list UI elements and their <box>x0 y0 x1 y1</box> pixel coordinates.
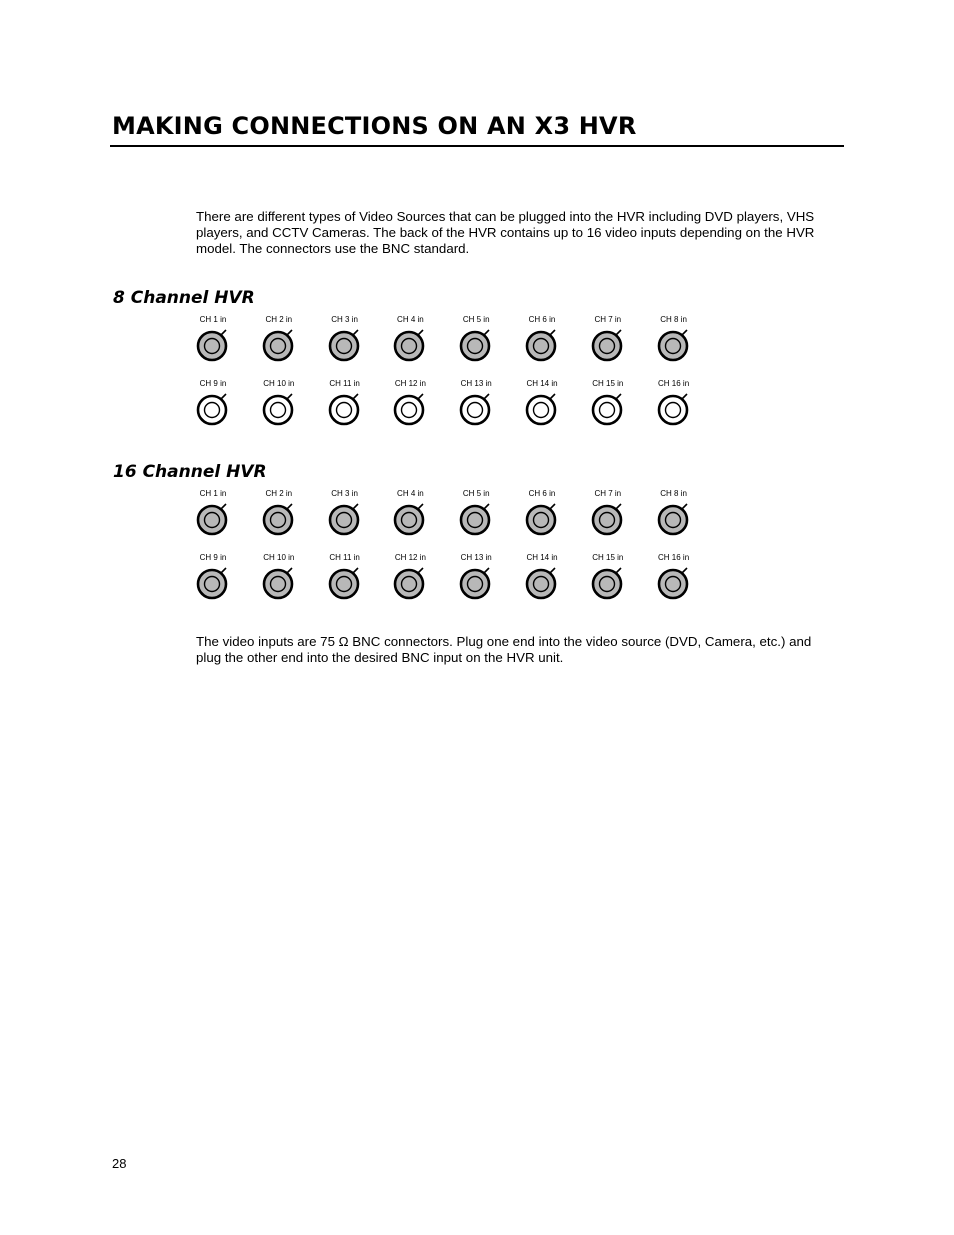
connector-label: CH 9 in <box>199 379 227 388</box>
connector-label: CH 1 in <box>199 315 227 324</box>
bnc-connector-icon <box>261 501 297 537</box>
connector-label: CH 3 in <box>331 489 358 498</box>
bnc-connector-icon <box>327 391 363 427</box>
connector-port <box>259 553 299 613</box>
connector-label: CH 3 in <box>331 315 358 324</box>
connector-label: CH 16 in <box>658 379 690 388</box>
bnc-connector-icon <box>195 391 231 427</box>
connector-port <box>654 379 694 439</box>
connector-label: CH 12 in <box>394 553 426 562</box>
connector-label: CH 10 in <box>263 379 295 388</box>
bnc-connector-icon <box>524 391 560 427</box>
connector-label: CH 13 in <box>460 379 492 388</box>
bnc-connector-icon <box>392 391 428 427</box>
connector-port <box>456 315 496 375</box>
connector-label: CH 15 in <box>592 553 624 562</box>
connector-port <box>193 489 233 549</box>
bnc-connector-icon <box>656 501 692 537</box>
bnc-connector-icon <box>524 565 560 601</box>
connector-port <box>193 553 233 613</box>
intro-paragraph: There are different types of Video Sources that can be plugged into the HVR including DVD players, VHS players, and CCTV Cameras. The back of the HVR contains up to 16 video inputs depending on the HVR model. The connectors use the BNC standard. <box>196 209 815 256</box>
bnc-connector-icon <box>458 501 494 537</box>
bnc-connector-icon <box>590 565 626 601</box>
connector-port <box>456 489 496 549</box>
connector-port <box>522 553 562 613</box>
connector-port <box>259 379 299 439</box>
bnc-connector-icon <box>327 327 363 363</box>
connector-label: CH 16 in <box>658 553 690 562</box>
connector-port <box>522 489 562 549</box>
connector-port <box>456 379 496 439</box>
connector-port <box>390 379 430 439</box>
connector-port <box>259 315 299 375</box>
connector-label: CH 15 in <box>592 379 624 388</box>
page-number: 28 <box>112 1156 127 1171</box>
connector-port <box>193 315 233 375</box>
bnc-connector-icon <box>656 327 692 363</box>
connector-label: CH 4 in <box>397 489 424 498</box>
bnc-connector-icon <box>458 327 494 363</box>
section-heading-16-channel: 16 Channel HVR <box>113 462 267 482</box>
bnc-connector-icon <box>524 327 560 363</box>
connector-label: CH 11 in <box>329 553 360 562</box>
connector-port <box>325 489 365 549</box>
connector-label: CH 7 in <box>594 489 622 498</box>
connector-label: CH 6 in <box>528 315 556 324</box>
connection-note: The video inputs are 75 Ω BNC connectors. Plug one end into the video source (DVD, Camera, etc.) and plug the other end into the desired BNC input on the HVR unit. <box>196 634 812 665</box>
connector-label: CH 2 in <box>265 489 293 498</box>
connector-port <box>588 315 628 375</box>
connector-port <box>390 315 430 375</box>
connector-port <box>456 553 496 613</box>
connector-label: CH 1 in <box>199 489 227 498</box>
connector-label: CH 8 in <box>660 489 687 498</box>
connector-port <box>654 489 694 549</box>
connector-label: CH 11 in <box>329 379 360 388</box>
connector-port <box>654 315 694 375</box>
connector-label: CH 7 in <box>594 315 622 324</box>
connector-port <box>588 489 628 549</box>
connector-label: CH 8 in <box>660 315 687 324</box>
connector-port <box>588 553 628 613</box>
bnc-connector-icon <box>261 391 297 427</box>
connector-port <box>325 379 365 439</box>
connector-port <box>522 379 562 439</box>
connector-port <box>325 315 365 375</box>
bnc-connector-icon <box>392 327 428 363</box>
connector-port <box>390 489 430 549</box>
bnc-connector-icon <box>590 391 626 427</box>
bnc-connector-icon <box>656 565 692 601</box>
bnc-connector-icon <box>327 565 363 601</box>
bnc-connector-icon <box>327 501 363 537</box>
bnc-connector-icon <box>458 391 494 427</box>
connector-label: CH 9 in <box>199 553 227 562</box>
connector-label: CH 2 in <box>265 315 293 324</box>
connector-label: CH 10 in <box>263 553 295 562</box>
bnc-connector-icon <box>195 327 231 363</box>
connector-label: CH 12 in <box>394 379 426 388</box>
connector-port <box>259 489 299 549</box>
bnc-connector-icon <box>392 565 428 601</box>
connector-port <box>390 553 430 613</box>
connector-label: CH 13 in <box>460 553 492 562</box>
connector-grid-8-channel <box>193 315 703 435</box>
connector-label: CH 5 in <box>462 489 490 498</box>
section-heading-8-channel: 8 Channel HVR <box>113 288 255 308</box>
connector-port <box>325 553 365 613</box>
title-divider <box>110 145 844 147</box>
connector-label: CH 14 in <box>526 553 558 562</box>
bnc-connector-icon <box>261 327 297 363</box>
connector-label: CH 4 in <box>397 315 424 324</box>
bnc-connector-icon <box>590 327 626 363</box>
bnc-connector-icon <box>392 501 428 537</box>
connector-port <box>193 379 233 439</box>
connector-label: CH 14 in <box>526 379 558 388</box>
connector-grid-16-channel <box>193 489 703 609</box>
connector-port <box>588 379 628 439</box>
bnc-connector-icon <box>590 501 626 537</box>
bnc-connector-icon <box>656 391 692 427</box>
page-title: MAKING CONNECTIONS ON AN X3 HVR <box>112 112 637 140</box>
connector-label: CH 5 in <box>462 315 490 324</box>
bnc-connector-icon <box>458 565 494 601</box>
bnc-connector-icon <box>195 565 231 601</box>
bnc-connector-icon <box>195 501 231 537</box>
connector-label: CH 6 in <box>528 489 556 498</box>
connector-port <box>522 315 562 375</box>
connector-port <box>654 553 694 613</box>
bnc-connector-icon <box>261 565 297 601</box>
bnc-connector-icon <box>524 501 560 537</box>
